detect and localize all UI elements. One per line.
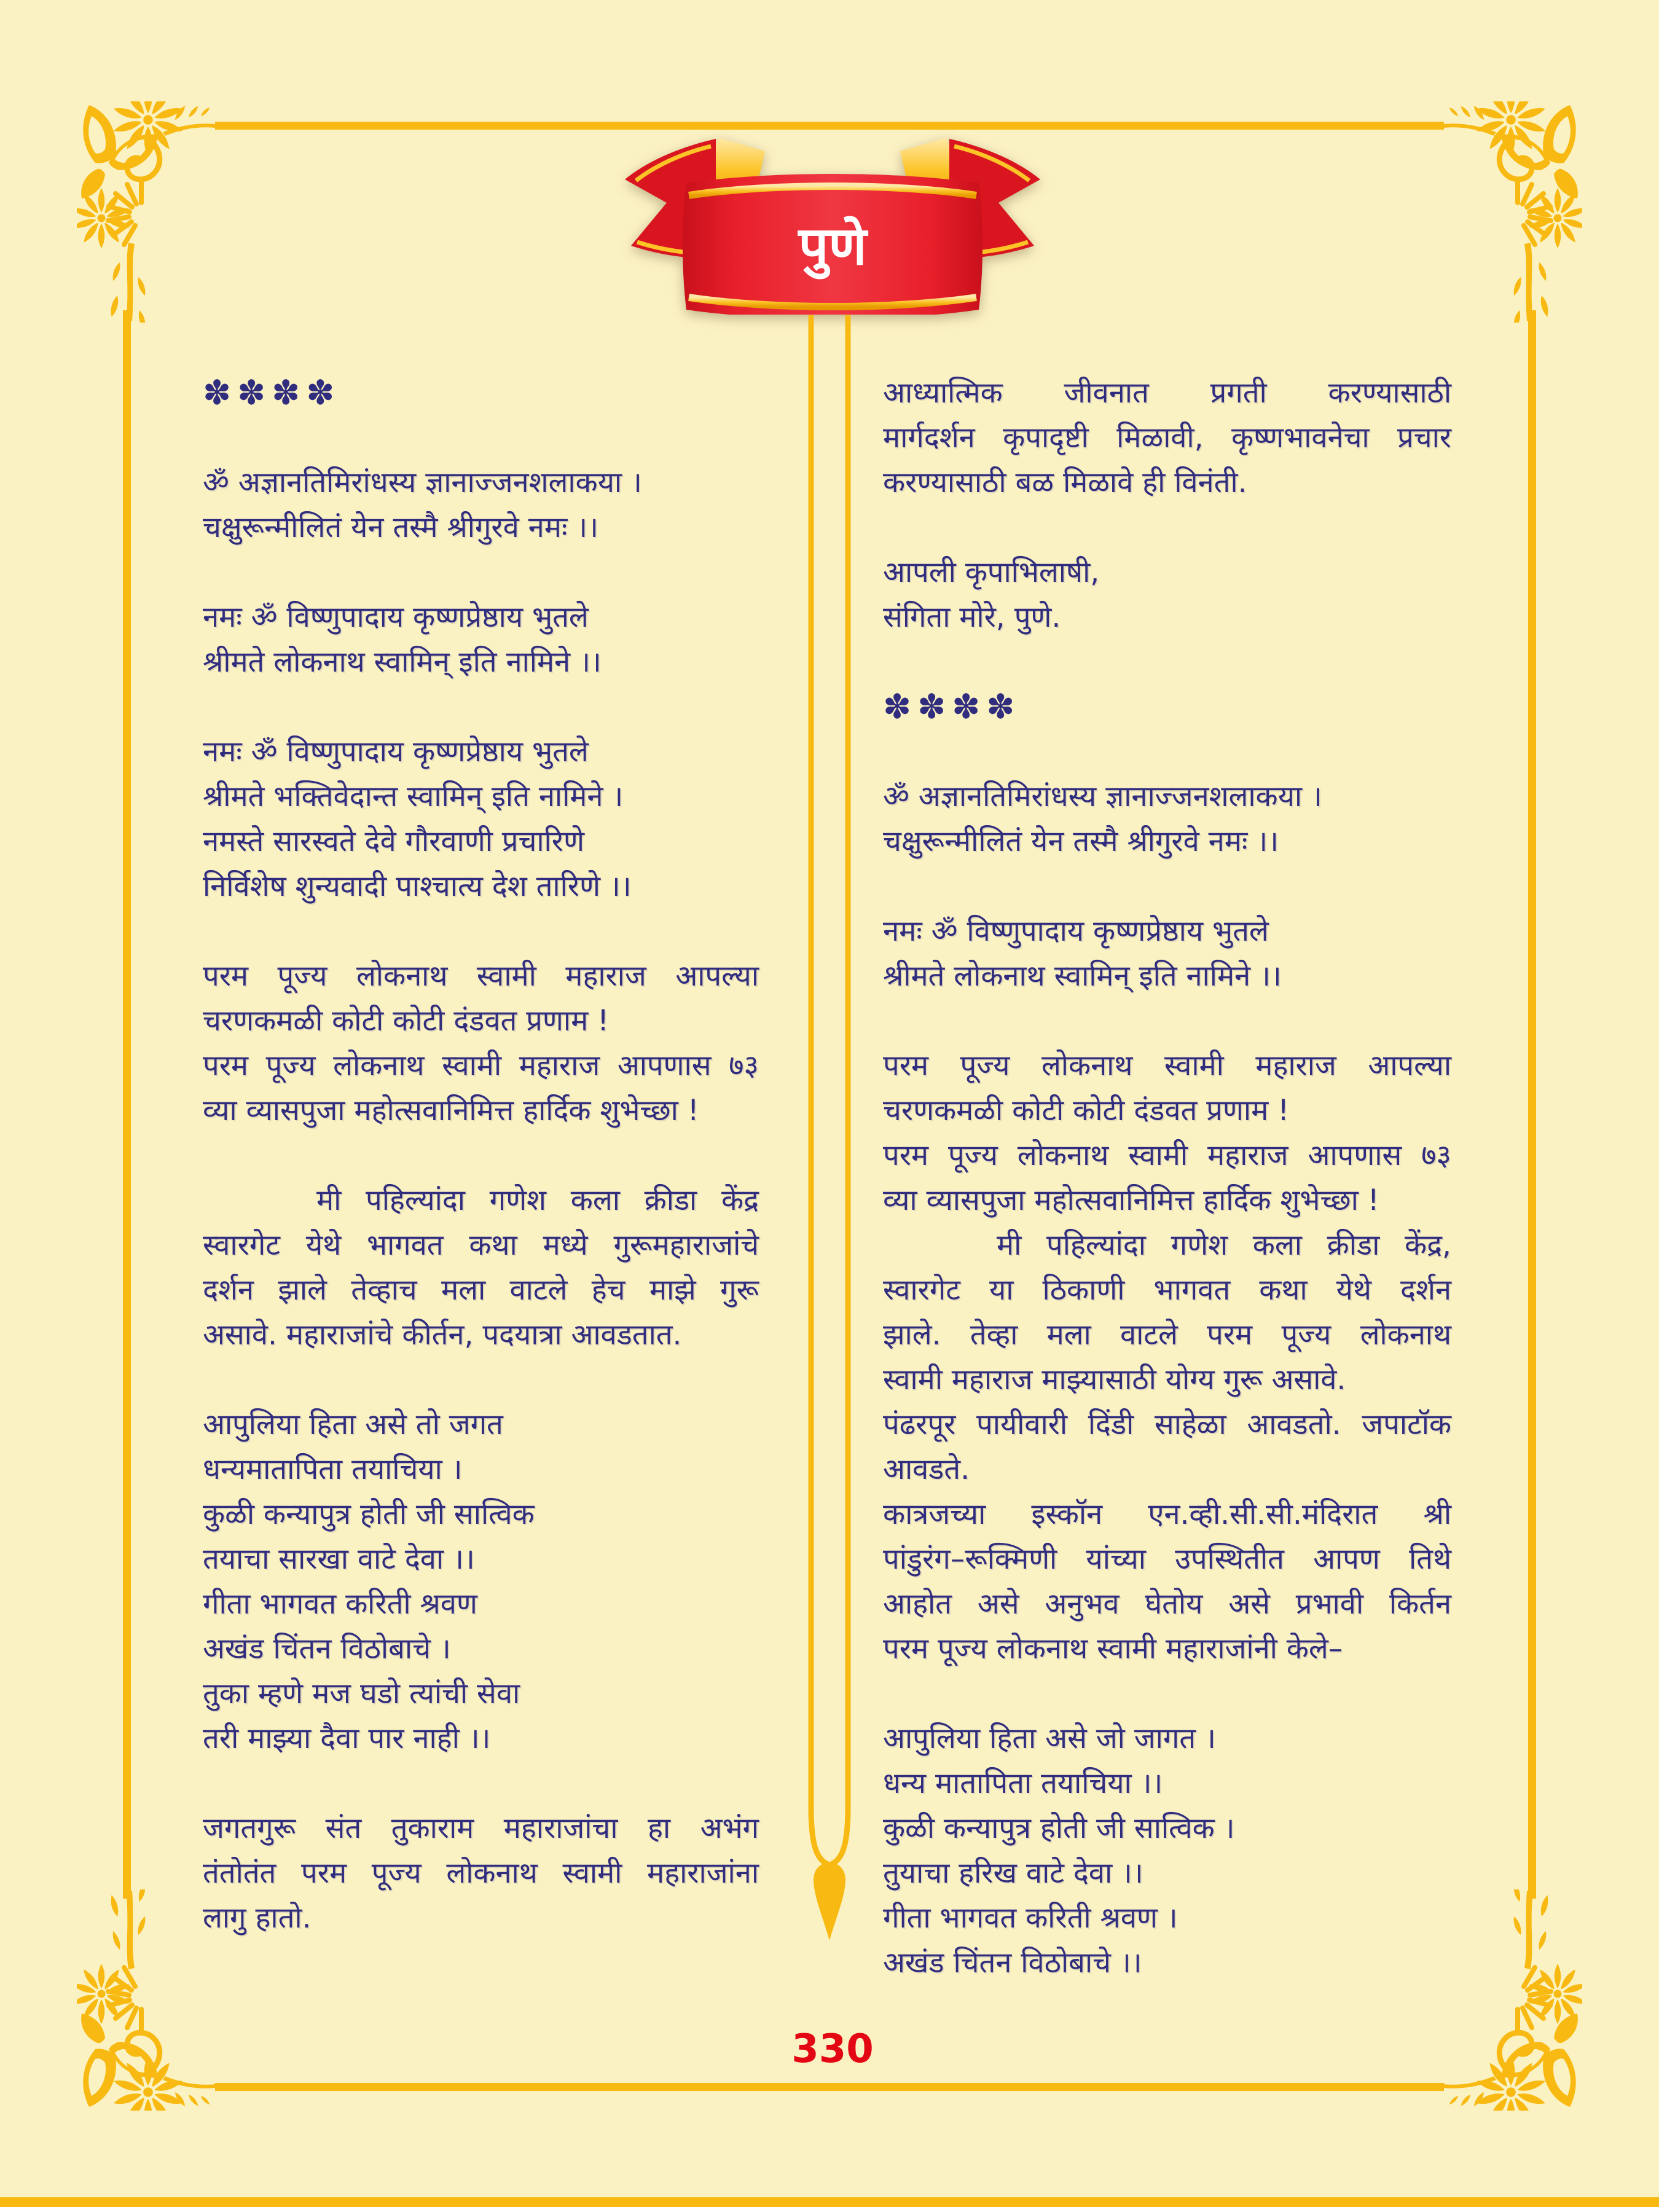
abhang-verse <box>883 1716 1451 1985</box>
signature <box>883 550 1451 640</box>
text-line: ॐ अज्ञानतिमिरांधस्य ज्ञानाज्जनशलाकया । <box>883 780 1322 814</box>
text-line: ✽✽✽✽ <box>883 687 1021 726</box>
right-column <box>883 371 1451 1985</box>
text-line: अखंड चिंतन विठोबाचे । <box>203 1632 451 1666</box>
greeting-paragraph <box>203 954 759 1133</box>
border-line-right <box>1528 310 1536 1899</box>
column-divider-ornament <box>807 315 852 1947</box>
text-line: आपली कृपाभिलाषी, <box>883 555 1100 589</box>
sanskrit-shloka <box>883 774 1451 864</box>
text-line: कुळी कन्यापुत्र होती जी सात्विक । <box>883 1811 1235 1845</box>
text-line: ✽✽✽✽ <box>203 373 341 412</box>
text-line: संगिता मोरे, पुणे. <box>883 600 1061 634</box>
text-line: श्रीमते लोकनाथ स्वामिन् इति नामिने ।। <box>203 645 602 679</box>
floral-corner-ornament-icon <box>1444 101 1582 323</box>
text-line: आपुलिया हिता असे जो जागत । <box>883 1722 1216 1755</box>
page-bottom-edge-line <box>0 2197 1659 2207</box>
experience-paragraph <box>203 1178 759 1357</box>
text-line: मी पहिल्यांदा गणेश कला क्रीडा केंद्र, <box>997 1228 1451 1262</box>
text-line: आहोत असे अनुभव घेतोय असे प्रभावी किर्तन <box>883 1587 1451 1621</box>
text-line: परम पूज्य लोकनाथ स्वामी महाराज आपल्या <box>203 959 759 993</box>
text-line: तुयाचा हरिख वाटे देवा ।। <box>883 1856 1143 1890</box>
sanskrit-shloka <box>203 729 759 909</box>
text-line: तरी माझ्या दैवा पार नाही ।। <box>203 1722 491 1755</box>
text-line: धन्य मातापिता तयाचिया ।। <box>883 1767 1163 1800</box>
text-line: चरणकमळी कोटी कोटी दंडवत प्रणाम ! <box>203 1004 609 1038</box>
text-line: झाले. तेव्हा मला वाटले परम पूज्य लोकनाथ <box>883 1318 1451 1352</box>
text-line: नमः ॐ विष्णुपादाय कृष्णप्रेष्ठाय भुतले <box>883 914 1269 948</box>
text-line: कात्रजच्या इस्कॉन एन.व्ही.सी.सी.मंदिरात श्री <box>883 1497 1451 1531</box>
prayer-paragraph <box>883 371 1451 505</box>
page-title: पुणे <box>798 216 867 277</box>
text-line: कुळी कन्यापुत्र होती जी सात्विक <box>203 1497 535 1531</box>
border-line-left <box>123 310 131 1899</box>
text-line: आवडते. <box>883 1453 970 1486</box>
text-line: नमः ॐ विष्णुपादाय कृष्णप्रेष्ठाय भुतले <box>203 600 589 634</box>
floral-corner-ornament-icon <box>77 1889 215 2111</box>
text-line: आपुलिया हिता असे तो जगत <box>203 1408 503 1441</box>
text-line: निर्विशेष शुन्यवादी पाश्चात्य देश तारिणे ।। <box>203 869 632 903</box>
closing-paragraph <box>203 1806 759 1940</box>
text-line: श्रीमते लोकनाथ स्वामिन् इति नामिने ।। <box>883 959 1282 993</box>
text-line: असावे. महाराजांचे कीर्तन, पदयात्रा आवडतात. <box>203 1318 682 1352</box>
title-ribbon-banner <box>618 130 1048 315</box>
abhang-verse <box>203 1402 759 1761</box>
sanskrit-shloka <box>203 460 759 550</box>
text-line: गीता भागवत करिती श्रवण । <box>883 1901 1178 1935</box>
text-line: चरणकमळी कोटी कोटी दंडवत प्रणाम ! <box>883 1094 1289 1128</box>
page-bottom-margin <box>0 2207 1659 2212</box>
text-line: पंढरपूर पायीवारी दिंडी साहेळा आवडतो. जपाटॉक <box>883 1408 1451 1441</box>
text-line: नमस्ते सारस्वते देवे गौरवाणी प्रचारिणे <box>203 825 584 858</box>
text-line: व्या व्यासपुजा महोत्सवानिमित्त हार्दिक शुभेच्छा ! <box>883 1183 1379 1217</box>
text-line: धन्यमातापिता तयाचिया । <box>203 1453 463 1486</box>
text-line: तयाचा सारखा वाटे देवा ।। <box>203 1542 475 1576</box>
text-line: श्रीमते भक्तिवेदान्त स्वामिन् इति नामिने । <box>203 780 624 814</box>
text-line: स्वारगेट या ठिकाणी भागवत कथा येथे दर्शन <box>883 1273 1451 1307</box>
stars-separator <box>203 371 759 415</box>
text-line: स्वारगेट येथे भागवत कथा मध्ये गुरूमहाराजांचे <box>203 1228 759 1262</box>
text-line: पांडुरंग–रूक्मिणी यांच्या उपस्थितीत आपण तिथे <box>883 1542 1451 1576</box>
left-column <box>203 371 759 1940</box>
text-line: परम पूज्य लोकनाथ स्वामी महाराज आपणास ७३ <box>883 1139 1451 1172</box>
text-line: तंतोतंत परम पूज्य लोकनाथ स्वामी महाराजांना <box>203 1856 759 1890</box>
text-line: गीता भागवत करिती श्रवण <box>203 1587 477 1621</box>
text-line: चक्षुरून्मीलितं येन तस्मै श्रीगुरवे नमः ।। <box>203 511 598 544</box>
stars-separator <box>883 684 1451 729</box>
text-line: स्वामी महाराज माझ्यासाठी योग्य गुरू असावे. <box>883 1363 1346 1397</box>
text-line: तुका म्हणे मज घडो त्यांची सेवा <box>203 1677 520 1711</box>
text-line: आध्यात्मिक जीवनात प्रगती करण्यासाठी <box>883 376 1451 410</box>
text-line: करण्यासाठी बळ मिळावे ही विनंती. <box>883 466 1247 500</box>
border-line-top <box>215 122 1444 130</box>
floral-corner-ornament-icon <box>1444 1889 1582 2111</box>
text-line: मार्गदर्शन कृपादृष्टी मिळावी, कृष्णभावनेचा प्रचार <box>883 421 1451 455</box>
border-line-bottom <box>215 2083 1444 2091</box>
text-line: नमः ॐ विष्णुपादाय कृष्णप्रेष्ठाय भुतले <box>203 735 589 769</box>
text-line: दर्शन झाले तेव्हाच मला वाटले हेच माझे गुरू <box>203 1273 759 1307</box>
text-line: परम पूज्य लोकनाथ स्वामी महाराज आपणास ७३ <box>203 1049 759 1083</box>
experience-paragraph <box>883 1223 1451 1671</box>
text-line: चक्षुरून्मीलितं येन तस्मै श्रीगुरवे नमः ।। <box>883 825 1279 858</box>
text-line: परम पूज्य लोकनाथ स्वामी महाराजांनी केले– <box>883 1632 1343 1666</box>
greeting-paragraph <box>883 1043 1451 1223</box>
text-line: व्या व्यासपुजा महोत्सवानिमित्त हार्दिक शुभेच्छा ! <box>203 1094 699 1128</box>
sanskrit-shloka <box>203 595 759 684</box>
text-line: अखंड चिंतन विठोबाचे ।। <box>883 1946 1142 1980</box>
text-line: परम पूज्य लोकनाथ स्वामी महाराज आपल्या <box>883 1049 1451 1083</box>
text-line: ॐ अज्ञानतिमिरांधस्य ज्ञानाज्जनशलाकया । <box>203 466 642 500</box>
sanskrit-shloka <box>883 909 1451 998</box>
text-line: मी पहिल्यांदा गणेश कला क्रीडा केंद्र <box>316 1183 759 1217</box>
text-line: लागु हातो. <box>203 1901 312 1935</box>
floral-corner-ornament-icon <box>77 101 215 323</box>
page-number: 330 <box>791 2026 874 2072</box>
text-line: जगतगुरू संत तुकाराम महाराजांचा हा अभंग <box>203 1811 759 1845</box>
